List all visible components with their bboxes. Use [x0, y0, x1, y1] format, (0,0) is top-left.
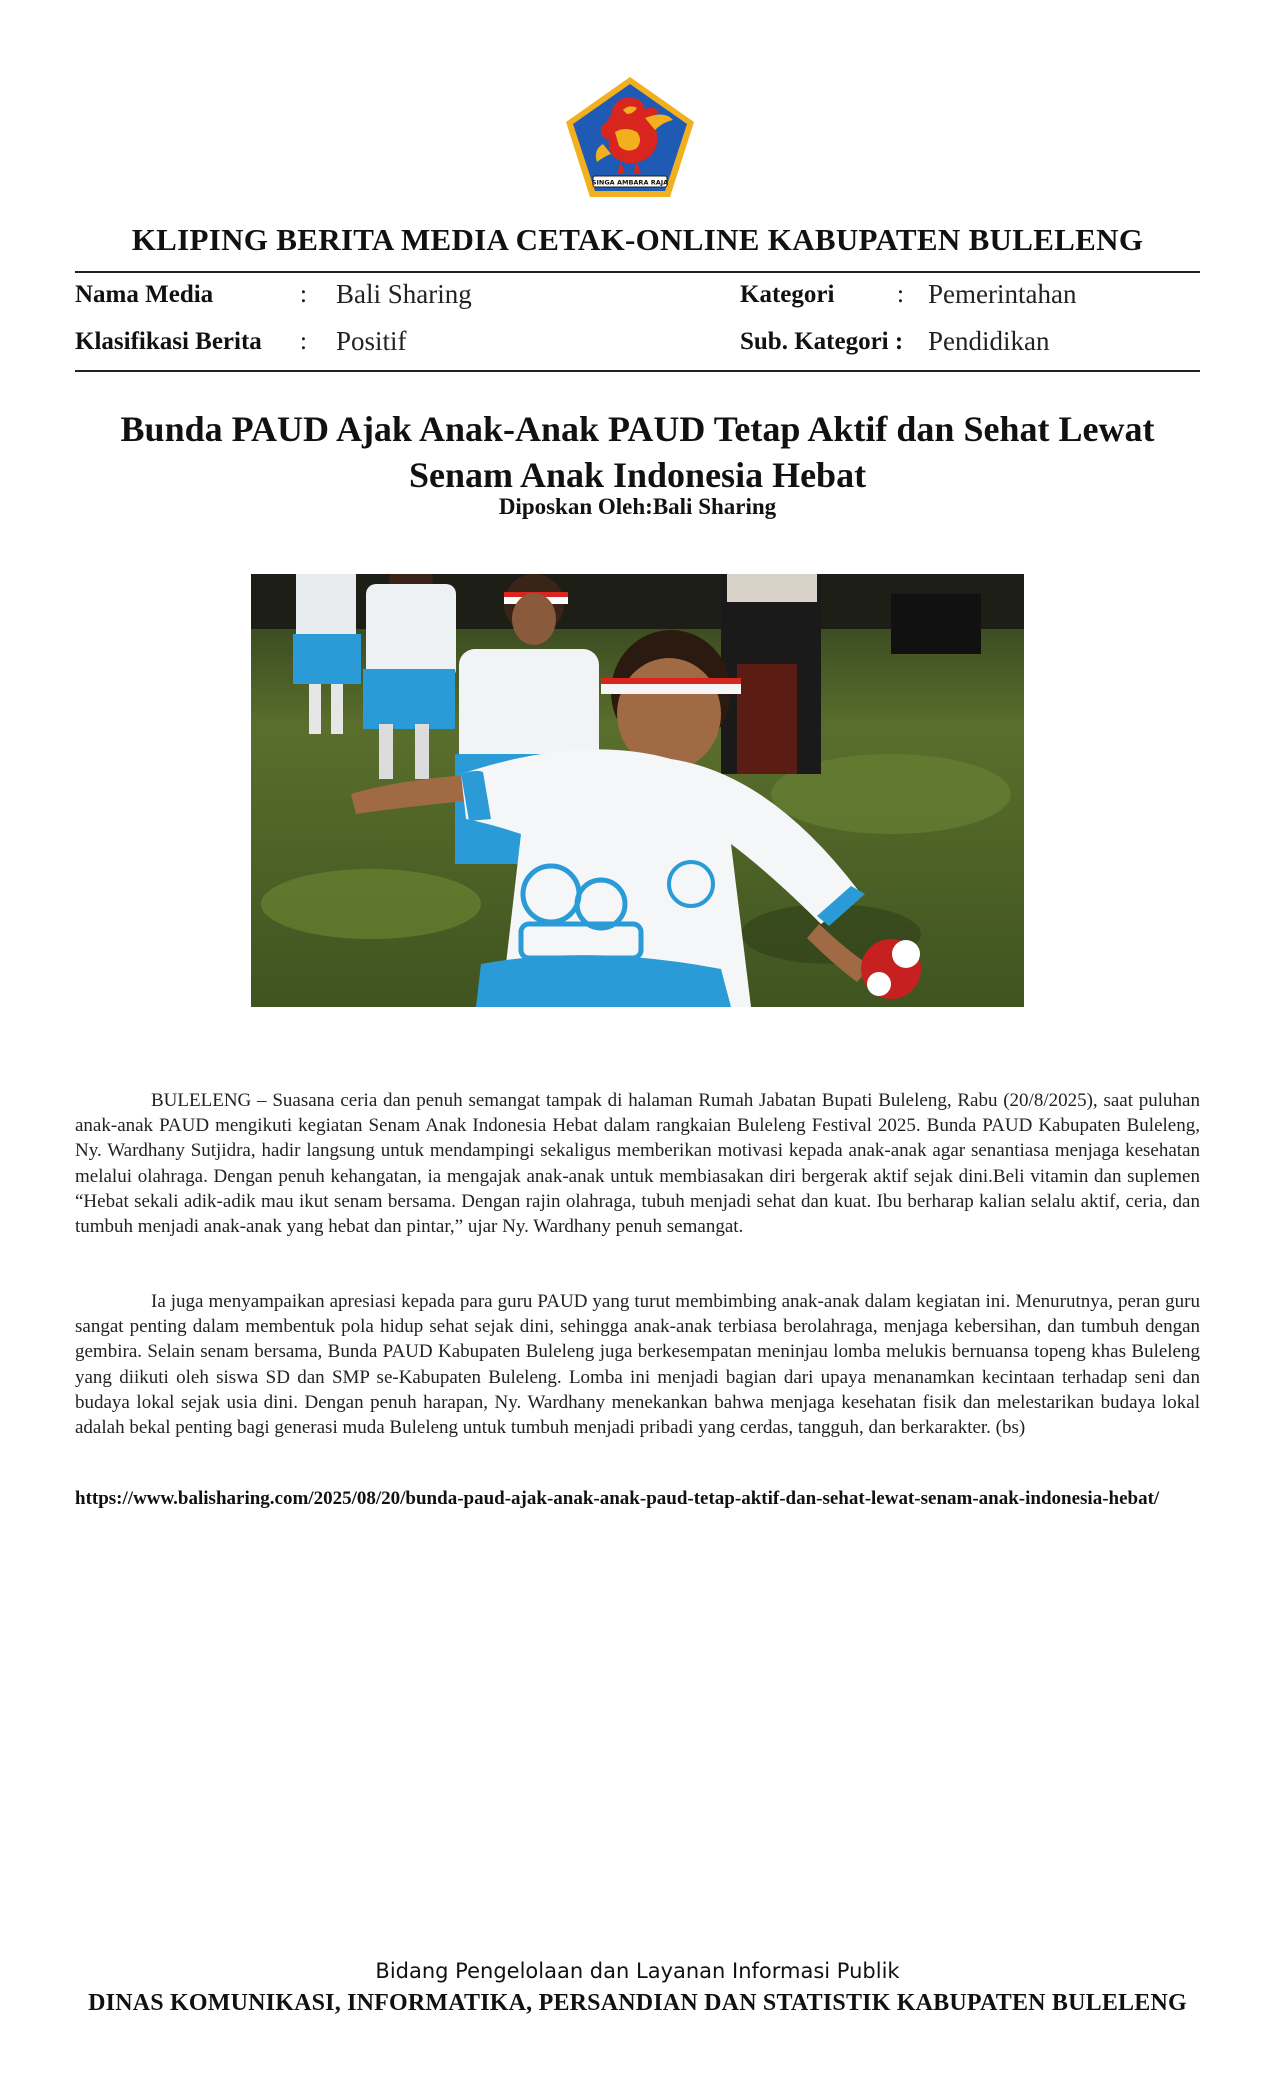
article-paragraph-2 — [75, 1289, 1200, 1440]
classification-value: Positif — [336, 326, 407, 356]
paragraph-text: Ia juga menyampaikan apresiasi kepada para guru PAUD yang turut membimbing anak-anak dalam kegiatan ini. Menurutnya, peran guru sangat penting dalam membentuk pola hidup sehat sejak dini, sehingga anak-anak terbiasa berolahraga, menjaga kebersihan, dan tumbuh dengan gembira. Selain senam bersama, Bunda PAUD Kabupaten Buleleng juga berkesempatan meninjau lomba melukis bernuansa topeng khas Buleleng yang diikuti oleh siswa SD dan SMP se-Kabupaten Buleleng. Lomba ini menjadi bagian dari upaya menanamkan kecintaan terhadap seni dan budaya lokal sejak usia dini. Dengan penuh harapan, Ny. Wardhany menekankan bahwa menjaga kesehatan fisik dan melestarikan budaya lokal adalah bekal penting bagi generasi muda Buleleng untuk tumbuh menjadi pribadi yang cerdas, tangguh, dan berkarakter. (bs) — [75, 1291, 1200, 1439]
clipping-header-title: KLIPING BERITA MEDIA CETAK-ONLINE KABUPATEN BULELENG — [131, 222, 1144, 257]
article-byline: Diposkan Oleh:Bali Sharing — [498, 494, 777, 519]
footer-division: Bidang Pengelolaan dan Layanan Informasi Publik — [375, 1959, 900, 1983]
media-name-colon: : — [300, 281, 307, 308]
crest-ribbon-text: SINGA AMBARA RAJA — [591, 178, 669, 187]
category-colon: : — [897, 281, 904, 308]
subcategory-value: Pendidikan — [928, 326, 1050, 356]
paragraph-text: BULELENG – Suasana ceria dan penuh semangat tampak di halaman Rumah Jabatan Bupati Buleleng, Rabu (20/8/2025), saat puluhan anak-anak PAUD mengikuti kegiatan Senam Anak Indonesia Hebat dalam rangkaian Buleleng Festival 2025. Bunda PAUD Kabupaten Buleleng, Ny. Wardhany Sutjidra, hadir langsung untuk mendampingi sekaligus memberikan motivasi kepada anak-anak agar senantiasa menjaga kesehatan melalui olahraga. Dengan penuh kehangatan, ia mengajak anak-anak untuk membiasakan diri bergerak aktif sejak dini.Beli vitamin dan suplemen “Hebat sekali adik-adik mau ikut senam bersama. Dengan rajin olahraga, tubuh menjadi sehat dan kuat. Ibu berharap kalian selalu aktif, ceria, dan tumbuh menjadi anak-anak yang hebat dan pintar,” ujar Ny. Wardhany penuh semangat. — [75, 1090, 1200, 1238]
classification-colon: : — [300, 328, 307, 355]
category-value: Pemerintahan — [928, 279, 1077, 309]
footer-agency: DINAS KOMUNIKASI, INFORMATIKA, PERSANDIAN DAN STATISTIK KABUPATEN BULELENG — [88, 1990, 1187, 2016]
classification-label: Klasifikasi Berita — [75, 328, 262, 355]
media-name-value: Bali Sharing — [336, 279, 472, 309]
media-name-label: Nama Media — [75, 281, 214, 308]
article-title: Bunda PAUD Ajak Anak-Anak PAUD Tetap Aktif dan Sehat Lewat Senam Anak Indonesia Hebat — [120, 409, 1155, 495]
article-paragraph-1 — [75, 1088, 1200, 1239]
buleleng-crest-logo — [563, 74, 697, 200]
children-doing-gymnastics-photo — [251, 574, 1024, 1007]
header-top-rule — [75, 271, 1200, 273]
header-bottom-rule — [75, 370, 1200, 372]
subcategory-label: Sub. Kategori : — [740, 328, 904, 355]
category-label: Kategori — [740, 281, 835, 308]
source-url-link[interactable]: https://www.balisharing.com/2025/08/20/bunda-paud-ajak-anak-anak-paud-tetap-aktif-dan-sehat-lewat-senam-anak-indonesia-hebat/ — [75, 1488, 1160, 1509]
article-photo — [251, 574, 1024, 1007]
singa-ambara-raja-crest-icon — [563, 74, 697, 200]
